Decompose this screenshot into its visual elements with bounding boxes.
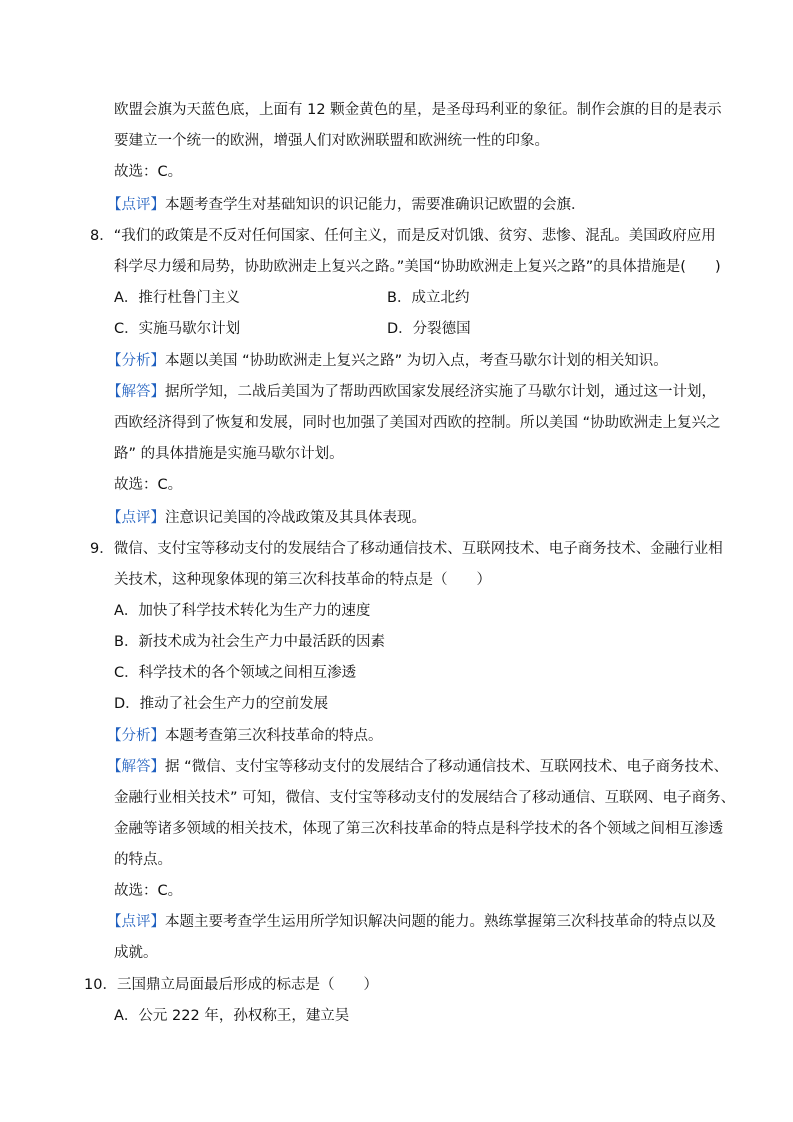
solution-tag: 【解答】 bbox=[107, 759, 165, 775]
comment-tag: 【点评】 bbox=[107, 510, 165, 526]
q8-solution-line-3: 路” 的具体措施是实施马歇尔计划。 bbox=[114, 446, 344, 462]
q9-option-b: B．新技术成为社会生产力中最活跃的因素 bbox=[114, 634, 385, 650]
q9-comment-line-1: 【点评】本题主要考查学生运用所学知识解决问题的能力。熟练掌握第三次科技革命的特点以及 bbox=[107, 914, 716, 930]
q8-comment: 【点评】注意识记美国的冷战政策及其具体表现。 bbox=[107, 510, 426, 526]
q9-solution-line-1: 【解答】据 “微信、支付宝等移动支付的发展结合了移动通信技术、互联网技术、电子商务技术、 bbox=[107, 759, 729, 775]
q9-solution-line-4: 的特点。 bbox=[114, 852, 172, 868]
q8-option-a: A．推行杜鲁门主义 bbox=[114, 290, 240, 306]
q7-comment bbox=[107, 195, 586, 215]
q9-comment-line-2: 成就。 bbox=[114, 945, 158, 961]
q8-analysis: 【分析】本题以美国 “协助欧洲走上复兴之路” 为切入点，考查马歇尔计划的相关知识。 bbox=[107, 353, 668, 369]
q8-stem-line-2: 科学尽力缓和局势，协助欧洲走上复兴之路。”美国“协助欧洲走上复兴之路”的具体措施是( ) bbox=[114, 259, 721, 275]
q9-analysis: 【分析】本题考查第三次科技革命的特点。 bbox=[107, 728, 383, 744]
q8-answer: 故选：C。 bbox=[114, 477, 183, 493]
q8-solution-line-1: 【解答】据所学知，二战后美国为了帮助西欧国家发展经济实施了马歇尔计划，通过这一计划， bbox=[107, 384, 716, 400]
q9-answer: 故选：C。 bbox=[114, 883, 183, 899]
q9-option-a: A．加快了科学技术转化为生产力的速度 bbox=[114, 603, 371, 619]
q8-option-d: D．分裂德国 bbox=[387, 321, 471, 337]
q9-solution-line-2: 金融行业相关技术” 可知，微信、支付宝等移动支付的发展结合了移动通信、互联网、电子商务、 bbox=[114, 790, 736, 806]
q9-stem-line-2: 关技术，这种现象体现的第三次科技革命的特点是（ ） bbox=[114, 572, 491, 588]
q7-comment-text: 本题考查学生对基础知识的识记能力，需要准确识记欧盟的会旗． bbox=[165, 197, 586, 213]
q9-option-d: D．推动了社会生产力的空前发展 bbox=[114, 696, 329, 712]
q9-option-c: C．科学技术的各个领域之间相互渗透 bbox=[114, 665, 357, 681]
q8-number: 8． bbox=[90, 228, 114, 244]
q7-answer: 故选：C。 bbox=[114, 164, 183, 180]
q8-option-b: B．成立北约 bbox=[387, 290, 470, 306]
q10-stem: 10．三国鼎立局面最后形成的标志是（ ） bbox=[84, 977, 378, 993]
q8-stem-line-1: 8．“我们的政策是不反对任何国家、任何主义，而是反对饥饿、贫穷、悲惨、混乱。美国政府应用 bbox=[90, 228, 716, 244]
q9-solution-line-3: 金融等诸多领域的相关技术，体现了第三次科技革命的特点是科学技术的各个领域之间相互渗透 bbox=[114, 821, 723, 837]
q7-text-line-2: 要建立一个统一的欧洲，增强人们对欧洲联盟和欧洲统一性的印象。 bbox=[114, 133, 549, 149]
q10-number: 10． bbox=[84, 977, 117, 993]
q10-option-a: A．公元 222 年，孙权称王，建立吴 bbox=[114, 1008, 350, 1024]
q9-number: 9． bbox=[90, 541, 114, 557]
q8-option-c: C．实施马歇尔计划 bbox=[114, 321, 241, 337]
q9-stem-line-1: 9．微信、支付宝等移动支付的发展结合了移动通信技术、互联网技术、电子商务技术、金融行业相 bbox=[90, 541, 723, 557]
q7-text-line-1: 欧盟会旗为天蓝色底，上面有 12 颗金黄色的星，是圣母玛利亚的象征。制作会旗的目的是表示 bbox=[114, 102, 722, 118]
analysis-tag: 【分析】 bbox=[107, 353, 165, 369]
analysis-tag: 【分析】 bbox=[107, 728, 165, 744]
comment-tag: 【点评】 bbox=[107, 197, 165, 213]
solution-tag: 【解答】 bbox=[107, 384, 165, 400]
q8-solution-line-2: 西欧经济得到了恢复和发展，同时也加强了美国对西欧的控制。所以美国 “协助欧洲走上复兴之 bbox=[114, 415, 721, 431]
comment-tag: 【点评】 bbox=[107, 914, 165, 930]
